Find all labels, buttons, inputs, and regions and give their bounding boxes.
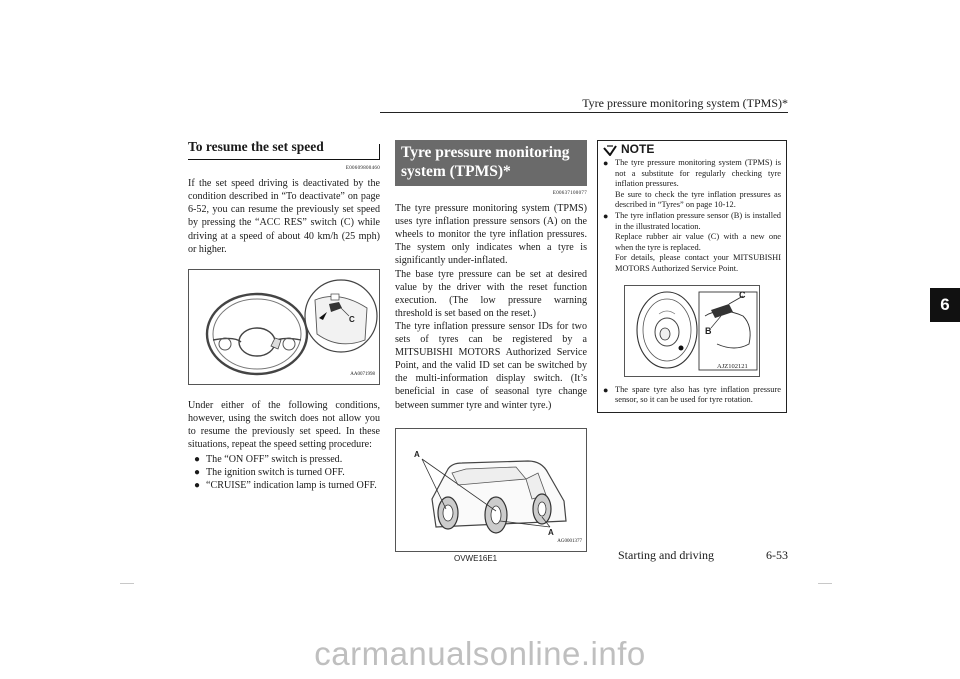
note-item: ● The tyre inflation pressure sensor (B) is installed in the illustrated location. Replace rubber air value (C) with a new one when the tyre is replaced. For details, please contact your MITSUBISHI MOTORS Authorized Service Point. bbox=[603, 211, 781, 274]
note-item: ● The spare tyre also has tyre inflation pressure sensor, so it can be used for tyre rotation. bbox=[603, 384, 781, 405]
condition-list bbox=[188, 453, 380, 492]
note-header bbox=[603, 143, 781, 156]
figure-code: AJZ102121 bbox=[717, 362, 748, 370]
body-paragraph: The base tyre pressure can be set at desired value by the driver with the reset function execution. (The low pressure warning threshold is set based on the reset.) bbox=[395, 268, 587, 319]
bullet-icon: ● bbox=[194, 467, 201, 479]
vehicle-sensor-figure bbox=[395, 428, 587, 552]
note-list bbox=[603, 385, 781, 406]
note-item: ● The tyre pressure monitoring system (TPMS) is not a substitute for regularly checking tyre inflation pressures. Be sure to check the tyre inflation pressures as described in “Tyres” on page 10-12. bbox=[603, 158, 781, 210]
steering-wheel-illustration bbox=[189, 270, 379, 382]
section-heading: To resume the set speed bbox=[188, 140, 380, 160]
figure-label: B bbox=[705, 325, 712, 336]
crop-mark bbox=[818, 583, 832, 584]
chapter-tab: 6 bbox=[930, 288, 960, 322]
footer-section: Starting and driving bbox=[618, 548, 714, 562]
document-code: OVWE16E1 bbox=[454, 554, 498, 563]
bullet-icon: ● bbox=[603, 211, 609, 222]
crop-mark bbox=[120, 583, 134, 584]
note-list bbox=[603, 158, 781, 275]
steering-wheel-figure bbox=[188, 269, 380, 385]
wheel-valve-illustration bbox=[625, 286, 759, 374]
page-number: 6-53 bbox=[766, 548, 788, 562]
bullet-icon: ● bbox=[194, 454, 201, 466]
figure-callout: A bbox=[414, 449, 420, 459]
site-watermark: carmanualsonline.info bbox=[314, 635, 646, 672]
page-footer bbox=[618, 548, 788, 563]
body-paragraph: If the set speed driving is deactivated by the condition described in “To deactivate” on page 6-52, you can resume the previously set speed by pressing the “ACC RES” switch (C) while driving at a speed of about 40 km/h (25 mph) or higher. bbox=[188, 178, 380, 255]
bullet-icon: ● bbox=[603, 158, 609, 169]
list-item: ● The “ON OFF” switch is pressed. bbox=[194, 454, 343, 466]
vehicle-illustration bbox=[396, 429, 586, 549]
figure-code: AG0001377 bbox=[557, 538, 582, 544]
figure-callout: A bbox=[548, 527, 554, 537]
body-paragraph: Under either of the following conditions, however, using the switch does not allow you to resume the previously set speed. In these situations, repeat the speed setting procedure: bbox=[188, 399, 380, 451]
note-box bbox=[597, 140, 787, 413]
section-banner: Tyre pressure monitoring system (TPMS)* bbox=[395, 140, 587, 186]
figure-label: C bbox=[739, 289, 746, 300]
figure-code: AA0071998 bbox=[350, 371, 375, 377]
valve-sensor-figure bbox=[624, 285, 760, 377]
column-tpms bbox=[395, 140, 587, 552]
section-code: E00609800460 bbox=[345, 166, 380, 172]
note-label: NOTE bbox=[621, 142, 655, 156]
column-note bbox=[597, 140, 787, 413]
bullet-icon: ● bbox=[603, 384, 609, 395]
list-item: ● The ignition switch is turned OFF. bbox=[194, 467, 345, 479]
header-rule bbox=[380, 112, 788, 113]
section-code: E00637100077 bbox=[552, 191, 587, 196]
figure-callout: C bbox=[349, 314, 355, 324]
body-paragraph: The tyre pressure monitoring system (TPMS) uses tyre inflation pressure sensors (A) on the wheels to monitor the tyre inflation pressures. The system only indicates when a tyre is significantly under-inflated. bbox=[395, 203, 587, 267]
column-resume-speed bbox=[188, 140, 380, 492]
running-header: Tyre pressure monitoring system (TPMS)* bbox=[582, 96, 788, 110]
note-icon bbox=[603, 144, 617, 156]
list-item: ● “CRUISE” indication lamp is turned OFF. bbox=[194, 480, 377, 492]
body-paragraph: The tyre inflation pressure sensor IDs for two sets of tyres can be registered by a MITSUBISHI MOTORS Authorized Service Point, and the valid ID set can be switched by the multi-information display switch. (It’s beneficial in case of seasonal tyre change between summer tyre and winter tyre.) bbox=[395, 320, 587, 411]
bullet-icon: ● bbox=[194, 480, 201, 492]
